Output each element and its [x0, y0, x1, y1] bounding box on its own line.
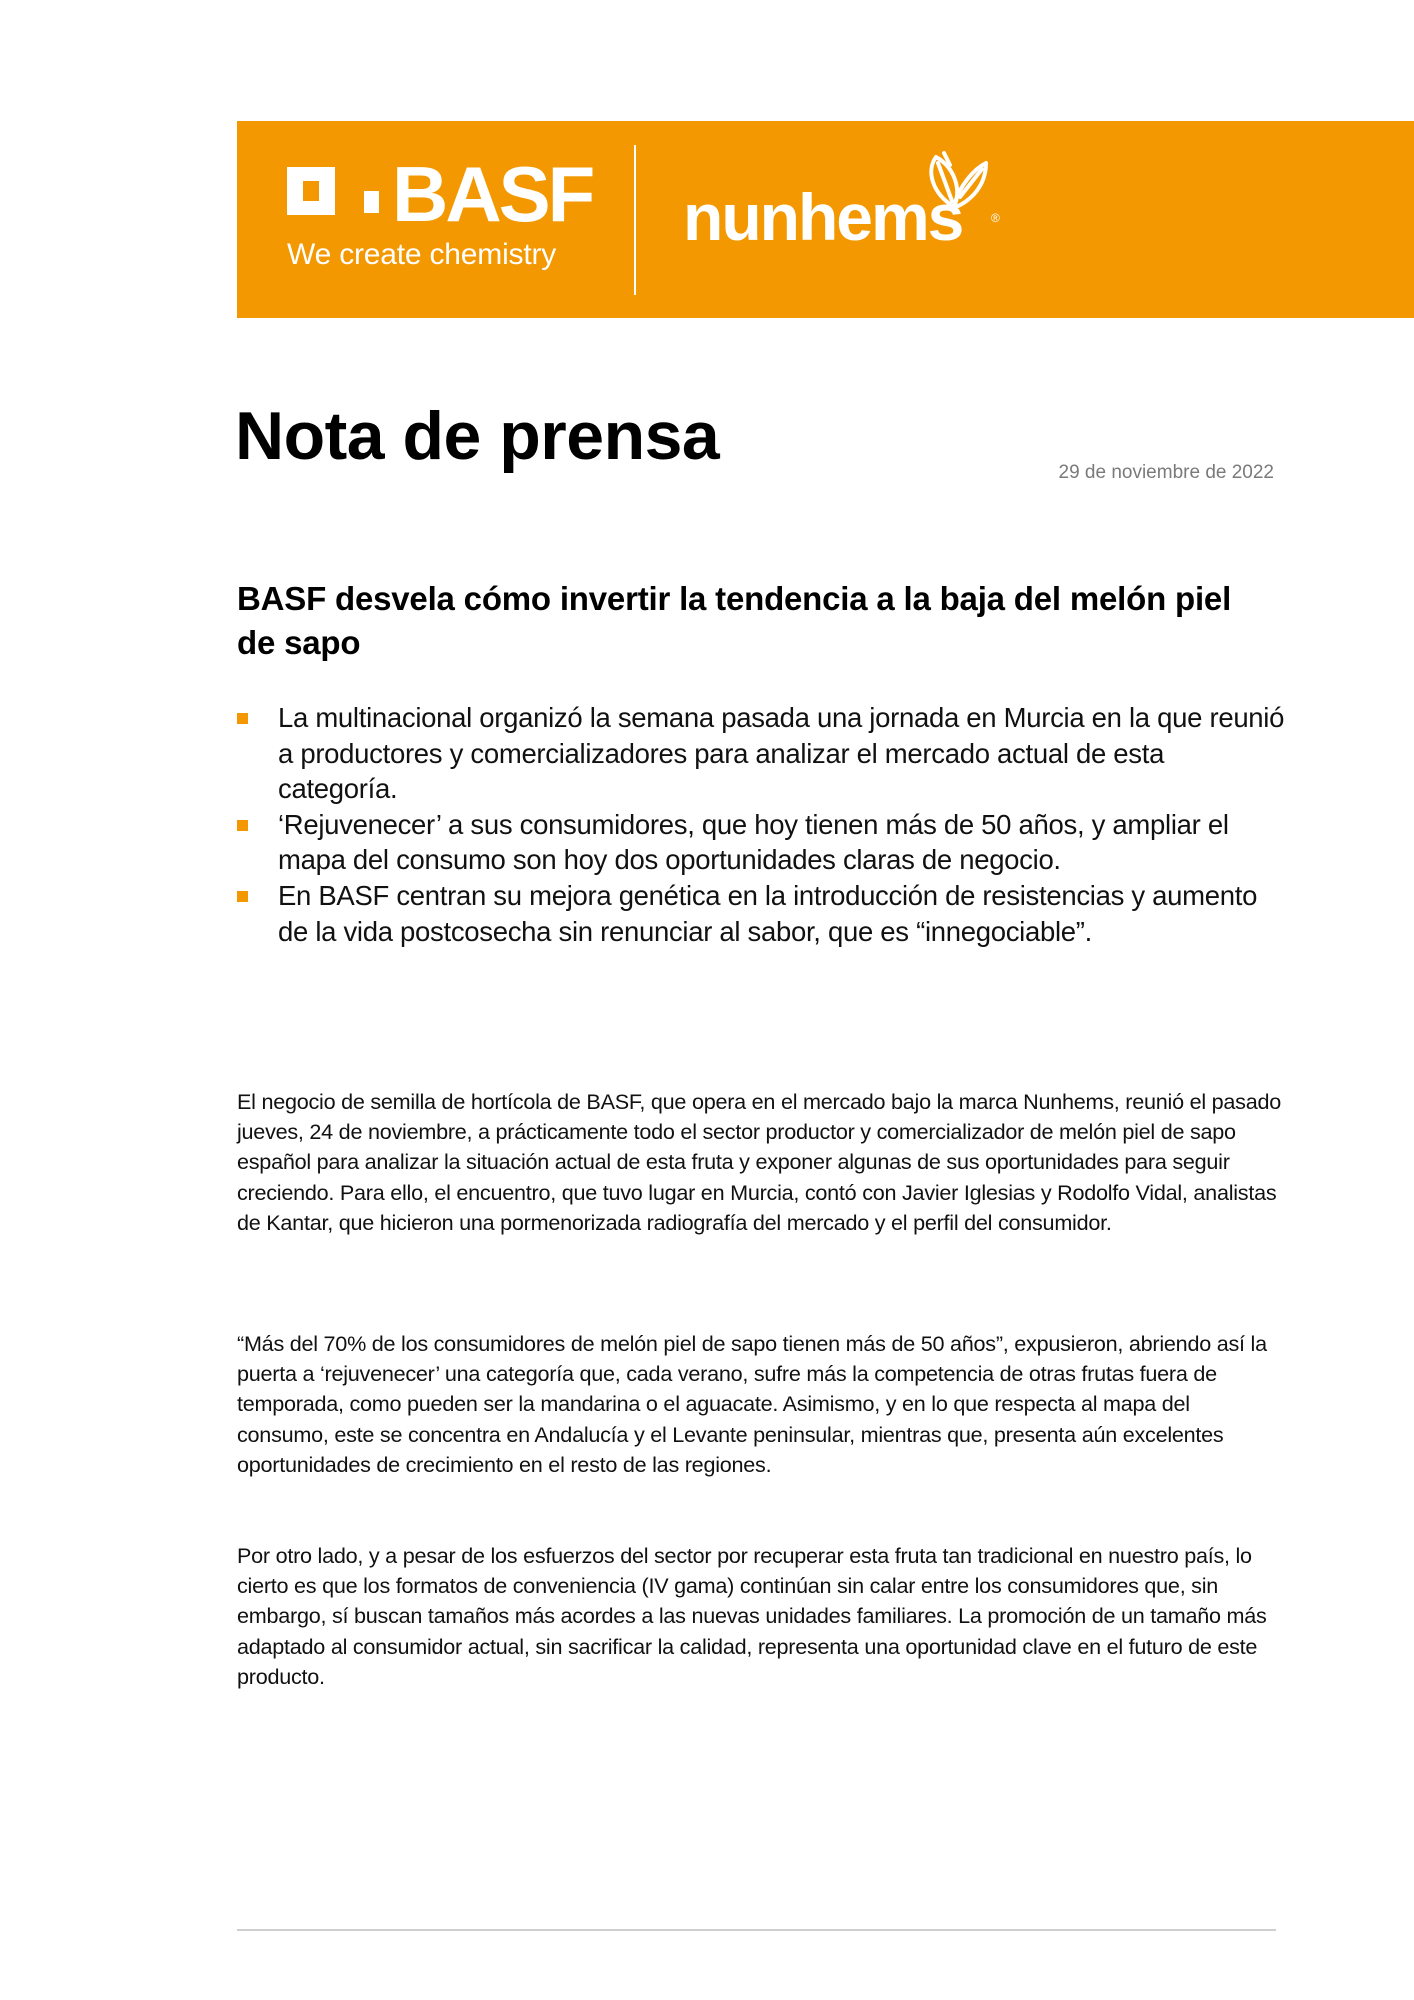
- registered-mark: ®: [991, 211, 1000, 225]
- highlight-text: En BASF centran su mejora genética en la introducción de resistencias y aumento de la vida postcosecha sin renunciar al sabor, que es “innegociable”.: [278, 879, 1258, 947]
- highlights-list: [237, 700, 1287, 949]
- page-title: Nota de prensa: [235, 398, 720, 474]
- highlight-text: La multinacional organizó la semana pasada una jornada en Murcia en la que reunió a productores y comercializadores para analizar el mercado actual de esta categoría.: [278, 702, 1285, 805]
- nunhems-logo-text: nunhems: [683, 180, 963, 254]
- highlight-item: [237, 700, 1287, 807]
- body-paragraph: “Más del 70% de los consumidores de melón piel de sapo tienen más de 50 años”, expusieron, abriendo así la puerta a ‘rejuvenecer’ una categoría que, cada verano, sufre más la competencia de otras frutas fuera de temporada, como pueden ser la mandarina o el aguacate. Asimismo, y en lo que respecta al mapa del consumo, este se concentra en Andalucía y el Levante peninsular, mientras que, presenta aún excelentes oportunidades de crecimiento en el resto de las regiones.: [237, 1331, 1267, 1477]
- basf-dot-mark-icon: [364, 191, 379, 213]
- article-headline: BASF desvela cómo invertir la tendencia a la baja del melón piel de sapo: [237, 580, 1232, 661]
- highlight-item: [237, 878, 1287, 949]
- bullet-square-icon: [237, 713, 248, 724]
- bullet-square-icon: [237, 820, 248, 831]
- basf-tagline: We create chemistry: [287, 238, 557, 271]
- body-paragraph: Por otro lado, y a pesar de los esfuerzos del sector por recuperar esta fruta tan tradicional en nuestro país, lo cierto es que los formatos de conveniencia (IV gama) continúan sin calar entre los consumidores que, sin embargo, sí buscan tamaños más acordes a las nuevas unidades familiares. La promoción de un tamaño más adaptado al consumidor actual, sin sacrificar la calidad, representa una oportunidad clave en el futuro de este producto.: [237, 1543, 1267, 1689]
- body-paragraph: El negocio de semilla de hortícola de BASF, que opera en el mercado bajo la marca Nunhems, reunió el pasado jueves, 24 de noviembre, a prácticamente todo el sector productor y comercializador de melón piel de sapo español para analizar la situación actual de esta fruta y exponer algunas de sus oportunidades para seguir creciendo. Para ello, el encuentro, que tuvo lugar en Murcia, contó con Javier Iglesias y Rodolfo Vidal, analistas de Kantar, que hicieron una pormenorizada radiografía del mercado y el perfil del consumidor.: [237, 1089, 1281, 1235]
- logo-divider: [634, 145, 636, 295]
- basf-logo-text: BASF: [392, 150, 593, 238]
- leaf-icon: [924, 149, 990, 211]
- highlight-text: ‘Rejuvenecer’ a sus consumidores, que hoy tienen más de 50 años, y ampliar el mapa del consumo son hoy dos oportunidades claras de negocio.: [278, 808, 1229, 876]
- publication-date: 29 de noviembre de 2022: [1058, 462, 1274, 483]
- header-banner: [237, 121, 1414, 318]
- bullet-square-icon: [237, 891, 248, 902]
- footer-divider: [237, 1929, 1276, 1931]
- basf-square-mark-icon: [287, 167, 335, 215]
- highlight-item: [237, 807, 1287, 878]
